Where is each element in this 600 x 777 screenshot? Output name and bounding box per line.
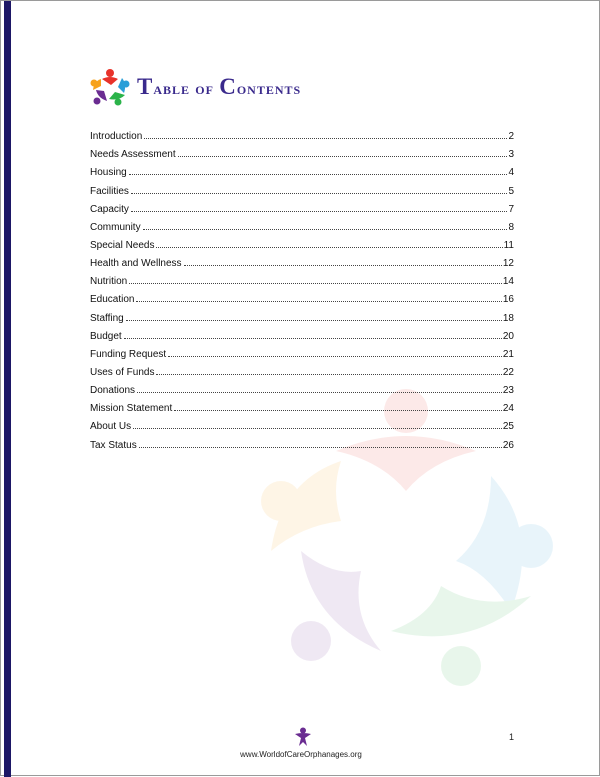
dot-leader <box>168 356 502 357</box>
toc-entry-label: Facilities <box>90 185 129 197</box>
dot-leader <box>124 338 502 339</box>
toc-entry-page: 4 <box>508 167 514 179</box>
toc-entry-page: 5 <box>508 185 514 197</box>
toc-entry[interactable] <box>90 342 514 360</box>
toc-entry-page: 22 <box>502 366 514 378</box>
toc-entry[interactable] <box>90 178 514 196</box>
dot-leader <box>156 374 501 375</box>
toc-entry-label: Needs Assessment <box>90 149 176 161</box>
toc-entry-page: 11 <box>503 239 514 251</box>
toc-entry-page: 25 <box>502 421 514 433</box>
toc-entry-label: Capacity <box>90 203 129 215</box>
toc-entry-label: About Us <box>90 421 132 433</box>
dot-leader <box>137 392 502 393</box>
footer-figure-icon <box>293 727 313 747</box>
toc-entry-label: Uses of Funds <box>90 366 155 378</box>
toc-entry-page: 2 <box>508 131 514 143</box>
toc-entry[interactable] <box>90 197 514 215</box>
toc-entry-page: 3 <box>508 149 514 161</box>
toc-entry-label: Mission Statement <box>90 403 173 415</box>
dot-leader <box>129 174 508 175</box>
toc-entry[interactable] <box>90 251 514 269</box>
left-accent-bar <box>4 1 11 777</box>
dot-leader <box>129 283 502 284</box>
page-title: Table of Contents <box>137 74 302 99</box>
toc-entry-label: Funding Request <box>90 348 167 360</box>
toc-entry-page: 21 <box>502 348 514 360</box>
toc-entry[interactable] <box>90 396 514 414</box>
page-number: 1 <box>509 732 515 742</box>
toc-entry-page: 26 <box>502 439 514 451</box>
toc-entry-page: 16 <box>502 294 514 306</box>
toc-entry[interactable] <box>90 360 514 378</box>
toc-entry-label: Nutrition <box>90 276 128 288</box>
toc-entry-label: Community <box>90 221 141 233</box>
toc-entry[interactable] <box>90 124 514 142</box>
toc-entry-label: Special Needs <box>90 239 155 251</box>
dot-leader <box>143 229 508 230</box>
dot-leader <box>126 320 502 321</box>
toc-entry[interactable] <box>90 287 514 305</box>
toc-entry-page: 12 <box>502 258 514 270</box>
dot-leader <box>184 265 502 266</box>
toc-entry-label: Budget <box>90 330 122 342</box>
toc-entry[interactable] <box>90 142 514 160</box>
toc-entry[interactable] <box>90 215 514 233</box>
toc-entry-label: Staffing <box>90 312 124 324</box>
toc-entry-page: 23 <box>502 385 514 397</box>
page-header <box>89 67 301 107</box>
toc-entry-label: Health and Wellness <box>90 258 182 270</box>
dot-leader <box>131 211 508 212</box>
toc-entry[interactable] <box>90 233 514 251</box>
toc-entry-page: 14 <box>502 276 514 288</box>
toc-entry-label: Education <box>90 294 135 306</box>
dot-leader <box>136 301 501 302</box>
toc-entry-page: 24 <box>502 403 514 415</box>
toc-entry-page: 20 <box>502 330 514 342</box>
toc-entry[interactable] <box>90 414 514 432</box>
toc-entry[interactable] <box>90 160 514 178</box>
toc-entry-label: Housing <box>90 167 127 179</box>
dot-leader <box>144 138 507 139</box>
toc-entry-label: Donations <box>90 385 136 397</box>
toc-entry[interactable] <box>90 305 514 323</box>
dot-leader <box>174 410 502 411</box>
toc-entry[interactable] <box>90 378 514 396</box>
toc-entry-label: Tax Status <box>90 439 137 451</box>
logo-figures-icon <box>89 68 131 106</box>
table-of-contents-list <box>90 124 514 451</box>
toc-entry-page: 7 <box>508 203 514 215</box>
toc-entry-label: Introduction <box>90 131 143 143</box>
dot-leader <box>133 428 502 429</box>
dot-leader <box>131 193 508 194</box>
toc-entry-page: 8 <box>508 221 514 233</box>
toc-entry-page: 18 <box>502 312 514 324</box>
footer-url[interactable]: www.WorldofCareOrphanages.org <box>240 750 362 759</box>
toc-entry[interactable] <box>90 269 514 287</box>
dot-leader <box>139 447 502 448</box>
dot-leader <box>156 247 502 248</box>
toc-entry[interactable] <box>90 324 514 342</box>
dot-leader <box>178 156 508 157</box>
toc-entry[interactable] <box>90 432 514 450</box>
